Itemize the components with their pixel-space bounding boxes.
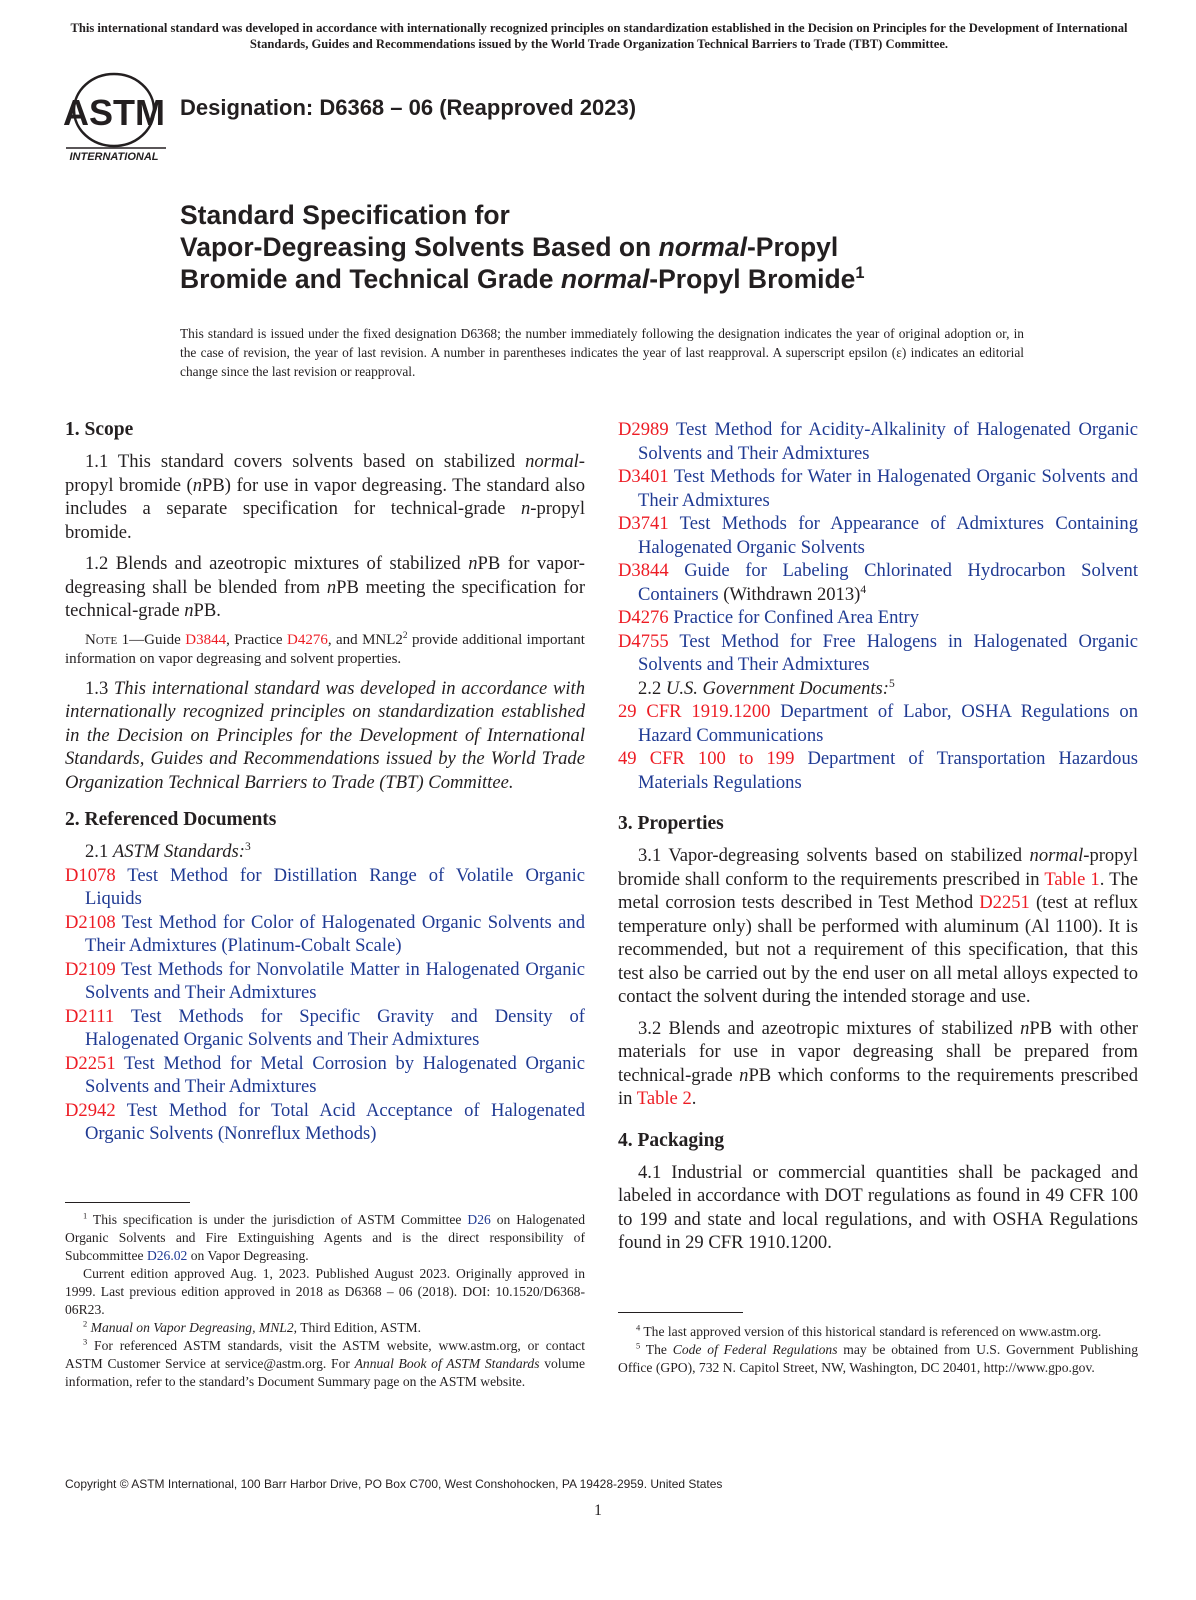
reference-title[interactable]: Test Methods for Water in Halogenated Organic Solvents and Their Admixtures xyxy=(638,466,1138,511)
committee-d26-link[interactable]: D26 xyxy=(467,1212,491,1227)
reference-code[interactable]: D2111 xyxy=(65,1005,115,1027)
reference-code[interactable]: D4755 xyxy=(618,630,669,652)
paragraph-3-2: 3.2 Blends and azeotropic mixtures of stabilized nPB with other materials for use in vapor degreasing shall be prepared from technical-grade nPB which conforms to the requirements prescribed in Table 2. xyxy=(618,1017,1139,1109)
footnote-rule xyxy=(65,1202,190,1203)
reference-title[interactable]: Practice for Confined Area Entry xyxy=(668,607,920,628)
reference-item[interactable] xyxy=(65,1005,585,1052)
reference-item[interactable] xyxy=(65,1052,585,1099)
footnotes-left xyxy=(65,1202,585,1391)
reference-item[interactable] xyxy=(618,559,1138,606)
title-line-3: Bromide and Technical Grade normal-Propyl Bromide$^1$ xyxy=(180,264,865,294)
footnote-5: $^5$ The Code of Federal Regulations may be obtained from U.S. Government Publishing Office (GPO), 732 N. Capitol Street, NW, Washington, DC 20401, http://www.gpo.gov. xyxy=(618,1340,1139,1375)
reference-item[interactable] xyxy=(618,465,1138,512)
reference-code[interactable]: D3741 xyxy=(618,513,669,534)
reference-title[interactable]: Test Method for Distillation Range of Volatile Organic Liquids xyxy=(85,864,585,909)
reference-code[interactable]: D2109 xyxy=(65,958,116,980)
reference-code[interactable]: D2942 xyxy=(65,1099,116,1121)
title-line-2: Vapor-Degreasing Solvents Based on normal-Propyl xyxy=(180,232,839,262)
reference-title[interactable]: Test Method for Total Acid Acceptance of Halogenated Organic Solvents (Nonreflux Methods) xyxy=(85,1099,585,1144)
astm-reference-list xyxy=(65,864,585,1146)
paragraph-4-1: 4.1 Industrial or commercial quantities shall be packaged and labeled in accordance with DOT regulations as found in 49 CFR 100 to 199 and state and local regulations, and with OSHA Regulations found in 29 CFR 1910.1200. xyxy=(618,1161,1138,1253)
table-1-link[interactable]: Table 1 xyxy=(1044,868,1100,890)
reference-title[interactable]: Department of Transportation Hazardous Materials Regulations xyxy=(638,748,1138,793)
document-title xyxy=(180,199,1080,295)
ref-link-d3844[interactable]: D3844 xyxy=(185,631,227,648)
reference-item[interactable] xyxy=(65,1099,585,1146)
left-column xyxy=(65,418,585,1146)
gov-reference-list xyxy=(618,700,1138,794)
reference-title[interactable]: Test Methods for Appearance of Admixtures Containing Halogenated Organic Solvents xyxy=(638,513,1138,558)
reference-item[interactable] xyxy=(65,864,585,911)
reference-title[interactable]: Guide for Labeling Chlorinated Hydrocarbon Solvent Containers xyxy=(638,560,1138,605)
footnotes-right xyxy=(618,1312,1138,1377)
page-number: 1 xyxy=(594,1502,602,1519)
subheading-astm-standards: 2.1 ASTM Standards:$^3$ xyxy=(85,840,251,862)
paragraph-3-1: 3.1 Vapor-degreasing solvents based on stabilized normal-propyl bromide shall conform to the requirements prescribed in Table 1. The metal corrosion tests described in Test Method D2251 (test at reflux temperature only) shall be performed with aluminum (Al 1100). It is recommended, but not a requirement of this specification, that this test also be carried out by the end user on all metal alloys expected to contact the solvent during the intended storage and use. xyxy=(618,845,1138,1007)
reference-code[interactable]: 29 CFR 1919.1200 xyxy=(618,701,771,722)
logo-text: ASTM xyxy=(63,92,165,133)
copyright-line: Copyright © ASTM International, 100 Barr Harbor Drive, PO Box C700, West Conshohocken, PA 19428-2959. United States xyxy=(65,1477,723,1491)
logo-subtext: INTERNATIONAL xyxy=(69,151,159,163)
paragraph-1-3: 1.3 This international standard was developed in accordance with internationally recognized principles on standardization established in the Decision on Principles for the Development of International Standards, Guides and Recommendations issued by the World Trade Organization Technical Barriers to Trade (TBT) Committee. xyxy=(65,677,586,793)
footnote-1: $^1$ This specification is under the jurisdiction of ASTM Committee D26 on Halogenated Organic Solvents and Fire Extinguishing Agents and is the direct responsibility of Subcommittee D26.02 on Vapor Degreasing. xyxy=(65,1210,585,1263)
reference-code[interactable]: D2108 xyxy=(65,911,116,933)
reference-note: (Withdrawn 2013) xyxy=(718,583,861,605)
paragraph-1-1: 1.1 This standard covers solvents based on stabilized normal-propyl bromide (nPB) for use in vapor degreasing. The standard also includes a separate specification for technical-grade n-propyl bromide. xyxy=(65,451,586,543)
reference-item[interactable] xyxy=(618,512,1138,559)
subcommittee-d26-02-link[interactable]: D26.02 xyxy=(146,1248,188,1263)
reference-title[interactable]: Test Method for Color of Halogenated Organic Solvents and Their Admixtures (Platinum-Cobalt Scale) xyxy=(85,911,585,956)
paragraph-1-2: 1.2 Blends and azeotropic mixtures of stabilized nPB for vapor-degreasing shall be blended from nPB meeting the specification for technical-grade nPB. xyxy=(65,553,586,621)
footnote-1-edition: Current edition approved Aug. 1, 2023. Published August 2023. Originally approved in 1999. Last previous edition approved in 2018 as D6368 – 06 (2018). DOI: 10.1520/D6368-06R23. xyxy=(65,1266,585,1317)
reference-title[interactable]: Department of Labor, OSHA Regulations on Hazard Communications xyxy=(638,701,1139,746)
reference-code[interactable]: D1078 xyxy=(65,864,116,886)
intro-paragraph: This standard is issued under the fixed designation D6368; the number immediately following the designation indicates the year of original adoption or, in the case of revision, the year of last revision. A number in parentheses indicates the year of last reapproval. A superscript epsilon (ε) indicates an editorial change since the last revision or reapproval. xyxy=(180,326,1024,379)
ref-link-d4276[interactable]: D4276 xyxy=(286,631,328,648)
section-heading-scope: 1. Scope xyxy=(65,419,134,440)
reference-code[interactable]: D2251 xyxy=(65,1052,116,1074)
title-footnote-mark: 1 xyxy=(855,264,865,283)
reference-item[interactable] xyxy=(618,700,1138,747)
reference-title[interactable]: Test Method for Free Halogens in Halogenated Organic Solvents and Their Admixtures xyxy=(638,630,1138,675)
reference-item[interactable] xyxy=(65,911,585,958)
footnote-3: $^3$ For referenced ASTM standards, visit the ASTM website, www.astm.org, or contact ASTM Customer Service at service@astm.org. For Annual Book of ASTM Standards volume information, refer to the standard’s Document Summary page on the ASTM website. xyxy=(65,1336,585,1389)
section-heading-packaging: 4. Packaging xyxy=(618,1129,725,1151)
reference-item[interactable] xyxy=(618,630,1138,677)
reference-footnote-mark: 4 xyxy=(860,583,867,596)
footnote-4: $^4$ The last approved version of this historical standard is referenced on www.astm.org. xyxy=(636,1322,1102,1339)
reference-code[interactable]: D2989 xyxy=(618,419,669,440)
astm-reference-list-continued xyxy=(618,418,1138,677)
table-2-link[interactable]: Table 2 xyxy=(636,1088,692,1109)
title-line-1: Standard Specification for xyxy=(180,200,510,230)
section-heading-references: 2. Referenced Documents xyxy=(65,809,277,830)
reference-item[interactable] xyxy=(618,418,1138,465)
section-heading-properties: 3. Properties xyxy=(618,813,724,834)
right-column xyxy=(618,418,1138,1263)
reference-code[interactable]: D4276 xyxy=(618,607,669,628)
reference-item[interactable] xyxy=(618,747,1138,794)
footnote-rule xyxy=(618,1312,743,1313)
subheading-gov-documents: 2.2 U.S. Government Documents:$^5$ xyxy=(638,677,895,699)
reference-title[interactable]: Test Methods for Specific Gravity and Density of Halogenated Organic Solvents and Their Admixtures xyxy=(85,1005,585,1050)
designation: Designation: D6368 – 06 (Reapproved 2023) xyxy=(180,95,637,120)
wto-notice: This international standard was developed in accordance with internationally recognized principles on standardization established in the Decision on Principles for the Development of International Standards, Guides and Recommendations issued by the World Trade Organization Technical Barriers to Trade (TBT) Committee. xyxy=(70,21,1128,51)
reference-title[interactable]: Test Methods for Nonvolatile Matter in Halogenated Organic Solvents and Their Admixtures xyxy=(85,958,585,1003)
astm-logo xyxy=(62,70,172,165)
footnote-2: $^2$ Manual on Vapor Degreasing, MNL2, Third Edition, ASTM. xyxy=(83,1318,422,1335)
reference-item[interactable] xyxy=(618,606,1138,630)
reference-title[interactable]: Test Method for Acidity-Alkalinity of Halogenated Organic Solvents and Their Admixtures xyxy=(638,419,1138,464)
reference-title[interactable]: Test Method for Metal Corrosion by Halogenated Organic Solvents and Their Admixtures xyxy=(85,1052,585,1097)
reference-code[interactable]: 49 CFR 100 to 199 xyxy=(618,748,795,769)
ref-link-d2251[interactable]: D2251 xyxy=(979,892,1030,913)
reference-item[interactable] xyxy=(65,958,585,1005)
reference-code[interactable]: D3401 xyxy=(618,466,669,487)
note-1: Note 1—Guide D3844, Practice D4276, and $MNL2^2$ provide additional important information on vapor degreasing and solvent properties. xyxy=(65,630,585,667)
reference-code[interactable]: D3844 xyxy=(618,560,669,581)
